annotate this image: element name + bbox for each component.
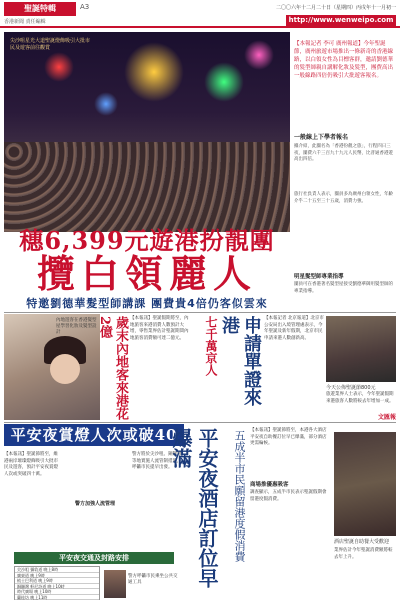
bottom-right-body-1: 【本報訊】聖誕節將至，本港各大酒店平安夜自助餐訂位早已爆滿，部分酒店更需輪候。 xyxy=(250,428,327,446)
crowd-photo-2 xyxy=(326,316,396,382)
table-row: 銅鑼灣 軒尼詩道 晚上10時 xyxy=(15,584,99,590)
divider xyxy=(4,312,396,313)
right-column xyxy=(294,32,396,312)
table-row: 梳士巴利道 晚上9時 xyxy=(15,578,99,584)
issue-date: 二〇〇六年十二月二十日（星期四）丙戌年十一月初一 xyxy=(275,5,396,11)
subheadline: 特邀劉德華髮型師講課 團費貴4倍仍客似雲來 xyxy=(26,297,268,310)
bottom-right-body-3: 業界估計今年聖誕消費額將較去年上升。 xyxy=(334,548,393,560)
hero-photo xyxy=(4,32,290,232)
right-body-2: 旅行社負責人表示，團員多為廣州白領女性，年齡介乎二十五至三十五歲，消費力強。 xyxy=(294,192,393,204)
vertical-headline-blue: 申請單證來港 xyxy=(219,316,262,406)
page-number: A3 xyxy=(80,3,90,11)
middle-body-2: 【本報記者 北京報道】北京市公安局出入境管理處表示，今年聖誕及新年假期，北京市民申請來港人數創新高。 xyxy=(264,316,324,341)
right-subheading-2: 明星髮型師專業指導 xyxy=(294,274,344,280)
middle-body-3: 旅遊業界人士表示，今年聖誕假期來港旅客人數將較去年增加一成。 xyxy=(326,392,394,404)
bottom-right-subheading: 商場推優惠吸客 xyxy=(250,482,289,488)
photo-caption-2: 今天公佈聖誕節800元 xyxy=(326,385,376,391)
divider xyxy=(4,422,396,423)
vertical-headline-red-2: 七千萬京人 xyxy=(204,316,218,376)
hero-caption: 尖沙咀星光大道聖誕燈飾吸引大批市民及遊客前往觀賞 xyxy=(10,38,91,51)
vertical-headline-hotel: 平安夜酒店訂位早爆滿 xyxy=(169,428,219,588)
vertical-subheadline-hotel: 五成半市民願留港度假消費 xyxy=(233,430,246,562)
right-body-3: 團員可在香港著名髮型屋接受劉德華御用髮型師的專業指導。 xyxy=(294,282,393,294)
table-row: 廣東道 晚上9時 xyxy=(15,573,99,579)
photo-caption-1: 內地遊客在香港髮型屋學習化妝及髮型設計 xyxy=(56,318,97,335)
right-subheading-1: 一般線上下學者報名 xyxy=(294,134,349,141)
headline-primary: 穗6,399元遊港扮靚團 xyxy=(19,226,275,255)
police-photo xyxy=(104,570,126,598)
buffet-photo xyxy=(334,432,396,536)
buffet-photo-caption: 酒店聖誕自助餐大受歡迎 xyxy=(334,539,390,545)
bottom-left-subheading: 警方加強人流管理 xyxy=(74,501,115,507)
table-row: 時代廣場 晚上10時 xyxy=(15,589,99,595)
lead-paragraph: 【本報記者 李可 廣州報道】今年聖誕節，廣州旅遊市場推出一條新奇的香港線路，以白領女性為目標客群，邀請劉德華的髮型師親自講解化妝及髮型，團費高出一般線路四倍仍吸引大批遊客報名。 xyxy=(294,41,394,79)
bottom-left-section xyxy=(4,448,184,603)
bottom-left-body-1: 【本報訊】聖誕節將至，維港兩岸璀璨燈飾吸引大批市民及遊客，預計平安夜賞燈人次或突破四十萬。 xyxy=(4,452,58,477)
table-row: 蘭桂坊 晚上11時 xyxy=(15,595,99,601)
section-sub: 香港新聞 責任編輯 xyxy=(4,19,46,25)
website-url[interactable]: http://www.wenweipo.com xyxy=(286,15,396,26)
newspaper-logo: 文匯報 xyxy=(377,414,396,421)
crowd-image xyxy=(4,142,290,232)
right-body-1: 據介紹，此團名為「香港扮靚之旅」，行程四日三夜，團費六千三百九十九元人民幣，比普通香港遊高出四倍。 xyxy=(294,144,393,162)
section-tag: 聖誕特輯 xyxy=(4,2,76,16)
bottom-right-body-2: 調查顯示，五成半市民表示聖誕假期會留港度假消費。 xyxy=(250,490,327,502)
small-photo-caption: 警方呼籲市民乘坐公共交通工具 xyxy=(128,574,178,585)
vertical-headline-red-1: 歲末內地客來港花2億 xyxy=(97,316,128,420)
bottom-left-body-2: 警方將於尖沙咀、銅鑼灣等地實施人流管制措施，呼籲市民提早出發。 xyxy=(132,452,182,470)
table-row: 尖沙咀 彌敦道 晚上8時 xyxy=(15,567,99,573)
traffic-table xyxy=(14,566,100,600)
middle-body-1: 【本報訊】聖誕假期將至，內地旅客來港消費人數預計大增，零售業界估計聖誕期間內地旅客消費額可達二億元。 xyxy=(130,316,189,341)
face-shape xyxy=(50,354,80,384)
bottom-banner: 平安夜賞燈人次或破40萬 xyxy=(4,424,184,446)
masthead xyxy=(0,0,400,28)
headline-main: 攬白領麗人 xyxy=(36,251,257,296)
traffic-banner: 平安夜交通及封路安排 xyxy=(14,552,174,564)
